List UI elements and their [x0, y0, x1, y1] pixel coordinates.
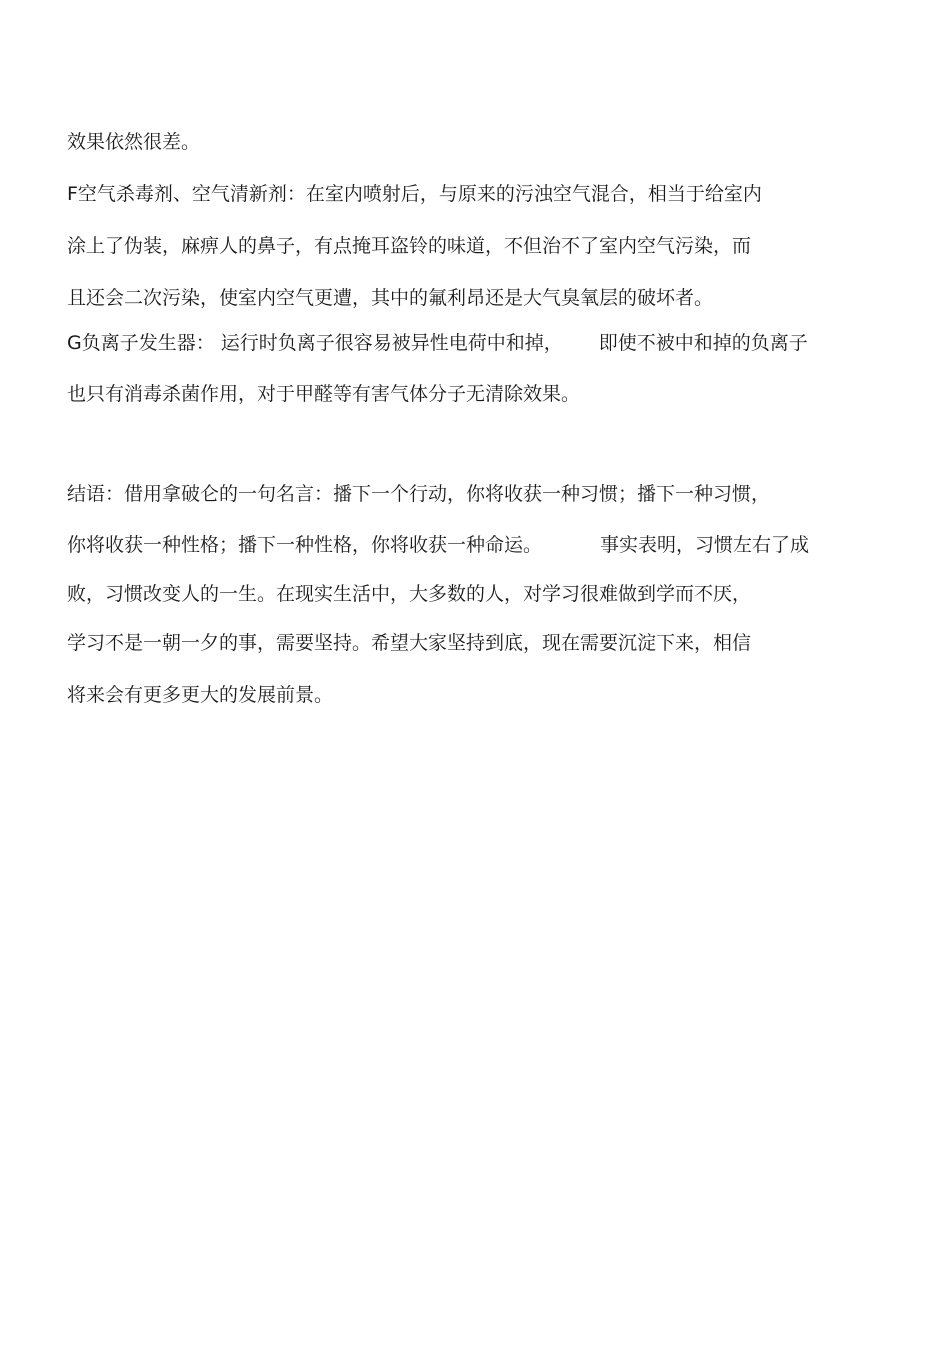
conclusion-line-4: 学习不是一朝一夕的事，需要坚持。希望大家坚持到底，现在需要沉淀下来，相信: [67, 632, 752, 654]
conclusion-line-5: 将来会有更多更大的发展前景。: [67, 684, 334, 706]
item-f-line-1: F空气杀毒剂、空气清新剂：在室内喷射后，与原来的污浊空气混合，相当于给室内: [67, 183, 762, 205]
item-f-line-3: 且还会二次污染，使室内空气更遭，其中的氟利昂还是大气臭氧层的破坏者。: [67, 287, 714, 309]
item-g-line-1: [67, 331, 808, 355]
conclusion-line-2-part-b: 事实表明，习惯左右了成: [600, 534, 810, 556]
item-g-line-1-part-a: G负离子发生器： 运行时负离子很容易被异性电荷中和掉，: [67, 332, 563, 354]
continuation-line: 效果依然很差。: [67, 131, 201, 153]
conclusion-line-1: 结语：借用拿破仑的一句名言：播下一个行动，你将收获一种习惯；播下一种习惯，: [67, 483, 771, 505]
conclusion-line-2-part-a: 你将收获一种性格；播下一种性格，你将收获一种命运。: [67, 534, 543, 556]
item-f-line-2: 涂上了伪装，麻痹人的鼻子，有点掩耳盗铃的味道，不但治不了室内空气污染，而: [67, 235, 752, 257]
conclusion-line-2: [67, 533, 809, 557]
item-g-line-2: 也只有消毒杀菌作用，对于甲醛等有害气体分子无清除效果。: [67, 383, 581, 405]
conclusion-line-3: 败，习惯改变人的一生。在现实生活中，大多数的人，对学习很难做到学而不厌，: [67, 583, 752, 605]
item-g-line-1-part-b: 即使不被中和掉的负离子: [598, 332, 808, 354]
